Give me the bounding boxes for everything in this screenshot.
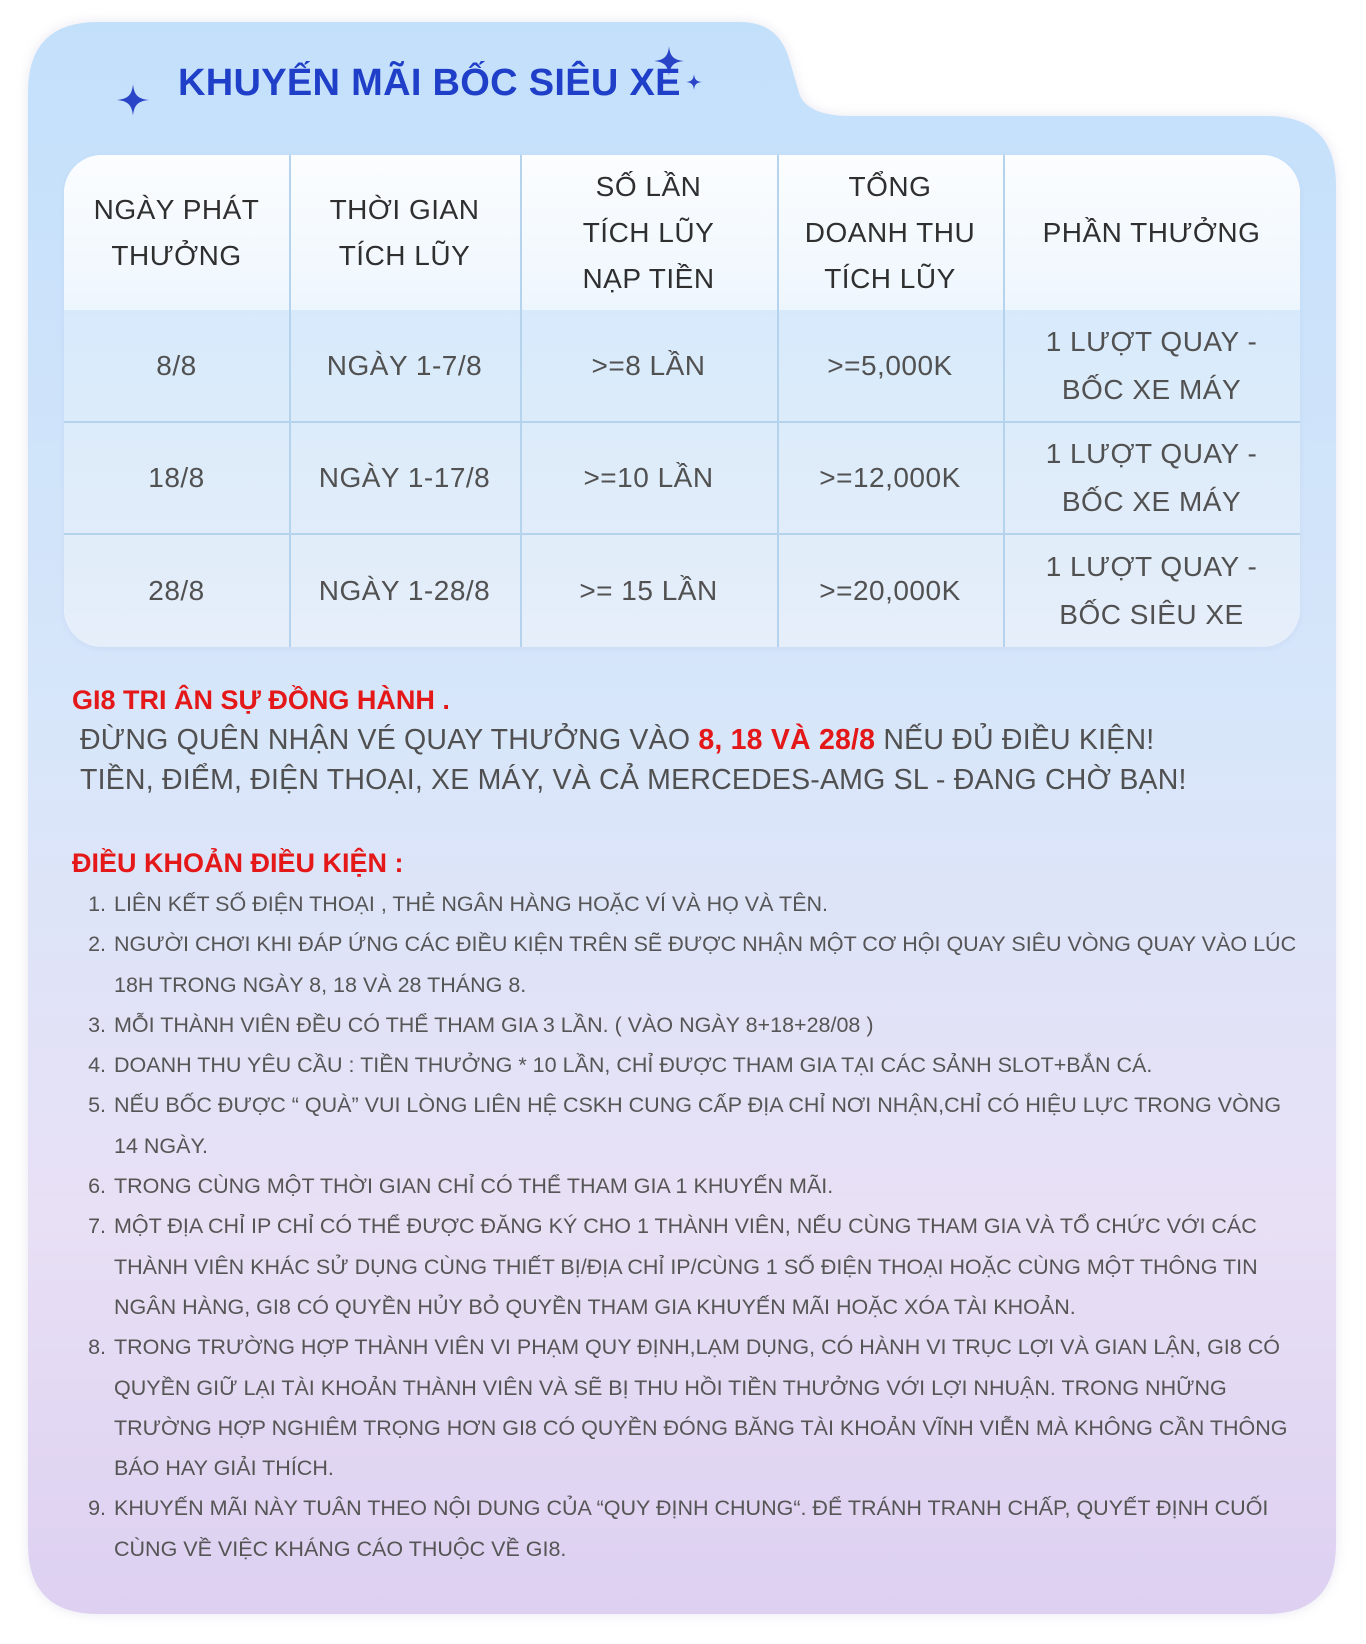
term-line: BÁO HAY GIẢI THÍCH. [114, 1456, 334, 1481]
page-title: KHUYẾN MÃI BỐC SIÊU XE [178, 62, 681, 104]
reward-text: BỐC XE MÁY [1061, 485, 1242, 517]
term-line: NẾU BỐC ĐƯỢC “ QUÀ” VUI LÒNG LIÊN HỆ CSKH CUNG CẤP ĐỊA CHỈ NƠI NHẬN,CHỈ CÓ HIỆU LỰC TRONG VÒNG [114, 1093, 1282, 1118]
header-text: THƯỞNG [111, 239, 242, 271]
header-text: TÍCH LŨY [582, 216, 715, 248]
list-item [76, 884, 1306, 924]
term-number: 4. [88, 1053, 106, 1078]
term-number: 6. [88, 1174, 106, 1199]
list-item [76, 1045, 1306, 1085]
sparkle-icon [117, 84, 149, 116]
term-number: 9. [88, 1496, 106, 1521]
table-cell: 8/8 [156, 349, 197, 381]
header-text: TÍCH LŨY [824, 262, 956, 294]
table-cell: NGÀY 1-17/8 [318, 461, 491, 493]
list-item [76, 1327, 1306, 1488]
list-item [76, 1085, 1306, 1166]
highlight-dates: 8, 18 VÀ 28/8 [698, 724, 876, 756]
term-number: 2. [88, 932, 106, 957]
term-number: 7. [88, 1214, 106, 1239]
header-period [289, 155, 520, 310]
list-item [76, 1488, 1306, 1569]
reward-text: 1 LƯỢT QUAY - [1045, 325, 1258, 357]
thanks-heading: GI8 TRI ÂN SỰ ĐỒNG HÀNH . [72, 685, 450, 715]
term-text [106, 1045, 1306, 1085]
header-total-revenue [777, 155, 1003, 310]
list-item [76, 1005, 1306, 1045]
header-reward [1003, 155, 1300, 310]
term-text [106, 1085, 1306, 1166]
table-cell [1003, 534, 1300, 647]
header-text: THỜI GIAN [329, 193, 480, 225]
list-item [76, 1166, 1306, 1206]
term-line: NGÂN HÀNG, GI8 CÓ QUYỀN HỦY BỎ QUYỀN THAM GIA KHUYẾN MÃI HOẶC XÓA TÀI KHOẢN. [114, 1294, 1076, 1319]
header-text: NẠP TIỀN [582, 262, 715, 294]
term-line: KHUYẾN MÃI NÀY TUÂN THEO NỘI DUNG CỦA “QUY ĐỊNH CHUNG“. ĐỂ TRÁNH TRANH CHẤP, QUYẾT ĐỊNH CUỐI [114, 1496, 1269, 1521]
header-text: TÍCH LŨY [338, 239, 471, 271]
table-cell: >=5,000K [827, 349, 953, 381]
term-number: 8. [88, 1335, 106, 1360]
term-line: 18H TRONG NGÀY 8, 18 VÀ 28 THÁNG 8. [114, 972, 527, 997]
table-cell: >=8 LẦN [591, 349, 706, 381]
list-item [76, 924, 1306, 1005]
reward-text: 1 LƯỢT QUAY - [1045, 550, 1258, 582]
term-text [106, 1005, 1306, 1045]
header-text: SỐ LẦN [595, 170, 702, 202]
table-cell: >=10 LẦN [583, 461, 714, 493]
reward-text: BỐC SIÊU XE [1059, 598, 1244, 630]
table-cell: >= 15 LẦN [579, 574, 718, 606]
term-line: QUYỀN GIỮ LẠI TÀI KHOẢN THÀNH VIÊN VÀ SẼ BỊ THU HỒI TIỀN THƯỞNG VỚI LỢI NHUẬN. TRONG NHỮNG [114, 1375, 1227, 1400]
term-line: TRƯỜNG HỢP NGHIÊM TRỌNG HƠN GI8 CÓ QUYỀN ĐÓNG BĂNG TÀI KHOẢN VĨNH VIỄN MÀ KHÔNG CẦN THÔNG [114, 1415, 1288, 1440]
table-cell: 28/8 [148, 574, 205, 606]
reward-text: BỐC XE MÁY [1061, 373, 1242, 405]
term-line: TRONG TRƯỜNG HỢP THÀNH VIÊN VI PHẠM QUY ĐỊNH,LẠM DỤNG, CÓ HÀNH VI TRỤC LỢI VÀ GIAN LẬN, GI8 CÓ [114, 1335, 1280, 1360]
table-cell: NGÀY 1-7/8 [326, 349, 483, 381]
thanks-line-2: TIỀN, ĐIỂM, ĐIỆN THOẠI, XE MÁY, VÀ CẢ MERCEDES-AMG SL - ĐANG CHỜ BẠN! [80, 764, 1187, 796]
term-text [106, 1166, 1306, 1206]
term-text [106, 1206, 1306, 1327]
table-cell [1003, 310, 1300, 421]
reward-text: 1 LƯỢT QUAY - [1045, 437, 1258, 469]
header-text: TỔNG [848, 170, 932, 202]
term-number: 5. [88, 1093, 106, 1118]
term-text [106, 924, 1306, 1005]
thanks-line-1 [80, 724, 1154, 757]
term-number: 3. [88, 1012, 106, 1037]
terms-heading: ĐIỀU KHOẢN ĐIỀU KIỆN : [72, 848, 404, 878]
table-cell: >=12,000K [819, 461, 961, 493]
term-line: MỖI THÀNH VIÊN ĐỀU CÓ THỂ THAM GIA 3 LẦN. ( VÀO NGÀY 8+18+28/08 ) [114, 1012, 874, 1037]
header-text: PHẦN THƯỞNG [1042, 216, 1261, 248]
header-deposit-count [520, 155, 777, 310]
term-line: CÙNG VỀ VIỆC KHÁNG CÁO THUỘC VỀ GI8. [114, 1536, 567, 1561]
term-line: NGƯỜI CHƠI KHI ĐÁP ỨNG CÁC ĐIỀU KIỆN TRÊN SẼ ĐƯỢC NHẬN MỘT CƠ HỘI QUAY SIÊU VÒNG QUAY VÀO LÚC [114, 932, 1297, 957]
term-line: LIÊN KẾT SỐ ĐIỆN THOẠI , THẺ NGÂN HÀNG HOẶC VÍ VÀ HỌ VÀ TÊN. [114, 892, 829, 916]
term-number: 1. [88, 892, 106, 916]
header-text: NGÀY PHÁT [93, 193, 260, 225]
term-line: THÀNH VIÊN KHÁC SỬ DỤNG CÙNG THIẾT BỊ/ĐỊA CHỈ IP/CÙNG 1 SỐ ĐIỆN THOẠI HOẶC CÙNG MỘT THÔNG TIN [114, 1254, 1258, 1279]
term-line: MỘT ĐỊA CHỈ IP CHỈ CÓ THỂ ĐƯỢC ĐĂNG KÝ CHO 1 THÀNH VIÊN, NẾU CÙNG THAM GIA VÀ TỔ CHỨC VỚI CÁC [114, 1214, 1257, 1239]
table-cell: NGÀY 1-28/8 [318, 574, 491, 606]
header-text: DOANH THU [804, 216, 976, 248]
list-item [76, 1206, 1306, 1327]
term-line: TRONG CÙNG MỘT THỜI GIAN CHỈ CÓ THỂ THAM GIA 1 KHUYẾN MÃI. [114, 1174, 834, 1199]
header-award-date [64, 155, 289, 310]
sparkle-icon [686, 74, 702, 90]
table-cell [1003, 422, 1300, 533]
reward-table [64, 155, 1300, 647]
table-cell: >=20,000K [819, 574, 961, 606]
term-text [106, 884, 1306, 924]
thanks-text: NẾU ĐỦ ĐIỀU KIỆN! [875, 724, 1155, 756]
term-text [106, 1327, 1306, 1488]
term-line: DOANH THU YÊU CẦU : TIỀN THƯỞNG * 10 LẦN, CHỈ ĐƯỢC THAM GIA TẠI CÁC SẢNH SLOT+BẮN CÁ. [114, 1053, 1153, 1078]
term-text [106, 1488, 1306, 1569]
terms-list [76, 884, 1306, 1569]
term-line: 14 NGÀY. [114, 1133, 209, 1158]
thanks-text: ĐỪNG QUÊN NHẬN VÉ QUAY THƯỞNG VÀO [80, 724, 699, 756]
table-cell: 18/8 [148, 461, 205, 493]
